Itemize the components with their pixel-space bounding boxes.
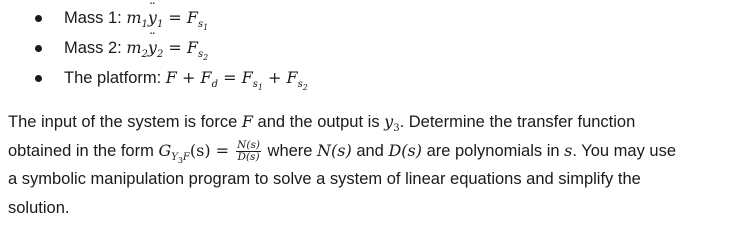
transfer-fraction	[236, 140, 261, 163]
paragraph-line: a symbolic manipulation program to solve a system of linear equations and simplify the	[8, 170, 641, 188]
transfer-function: $G_{Y_3F}(s)$ =	[158, 141, 235, 166]
bullet-text	[64, 33, 208, 63]
paragraph-line: solution.	[8, 199, 70, 217]
problem-paragraph	[8, 107, 728, 223]
bullet-icon	[35, 45, 42, 52]
bullet-label: Mass 1:	[64, 9, 127, 27]
bullet-text	[64, 3, 208, 33]
bullet-list	[0, 3, 732, 93]
input-variable: F	[241, 112, 253, 131]
platform-equation: $F + F_d = F_{s_1} + F_{s_2}$	[165, 68, 308, 93]
fraction-denominator: D(s)	[237, 151, 260, 164]
bullet-label: Mass 2:	[64, 39, 127, 57]
paragraph-line: The input of the system is force F and the output is $y_3$. Determine the transfer function	[8, 112, 636, 135]
bullet-label: The platform:	[64, 69, 166, 87]
bullet-text	[64, 63, 308, 93]
paragraph-line: obtained in the form $G_{Y_3F}(s)$ = $\frac{N(s)}{D(s)}$ where N(s) and D(s) are polynomials in s. You may use	[8, 139, 677, 166]
fraction-numerator: N(s)	[237, 139, 260, 152]
bullet-icon	[35, 75, 42, 82]
output-variable: $y_3$	[384, 112, 400, 135]
bullet-icon	[35, 15, 42, 22]
list-item	[0, 63, 732, 93]
list-item	[0, 33, 732, 63]
list-item	[0, 3, 732, 33]
mass2-equation: $m_2y$ $¨_2 = F_{s_2}$	[126, 38, 208, 57]
mass1-equation: $m_1y$ $¨_1 = F_{s_1}$	[126, 8, 208, 27]
